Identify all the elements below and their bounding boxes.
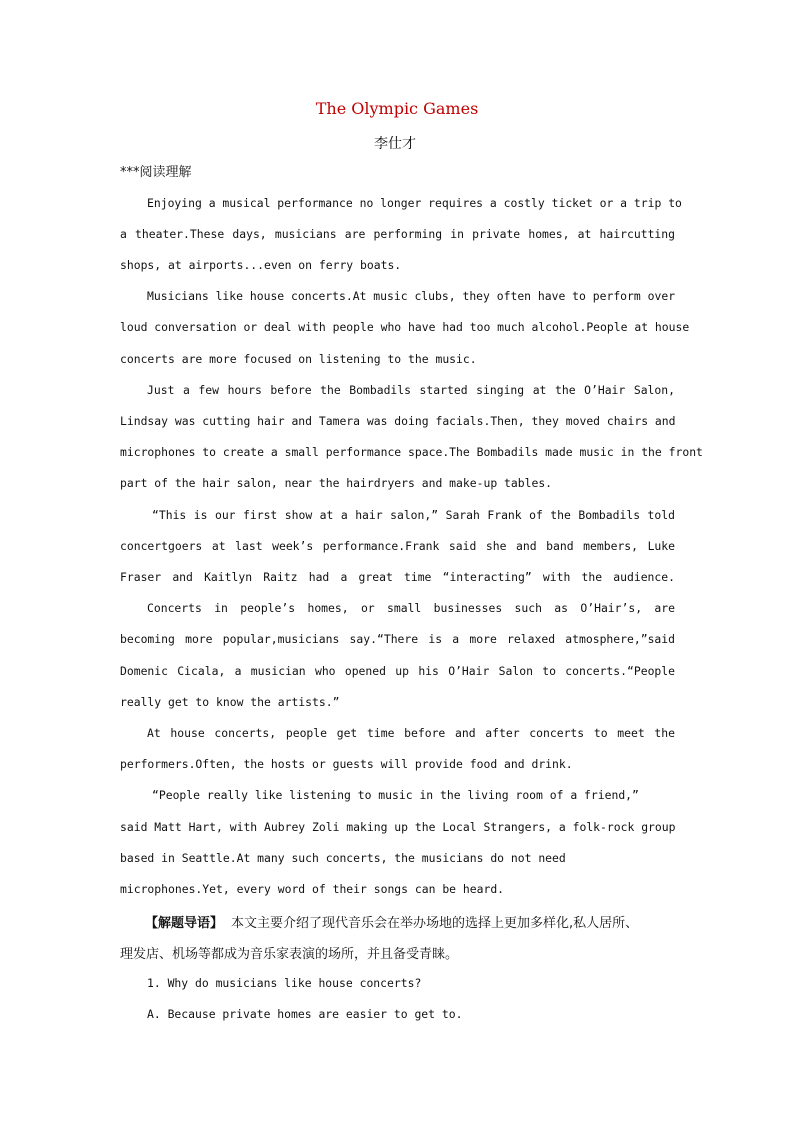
solution-guide [145,912,685,931]
author-name: 李仕才 [374,136,416,152]
passage-line: really get to know the artists.” [120,695,340,709]
passage-line: part of the hair salon, near the hairdryers and make-up tables. [120,476,553,490]
passage-line: Enjoying a musical performance no longer requires a costly ticket or a trip to [147,196,682,210]
passage-line: performers.Often, the hosts or guests will provide food and drink. [120,757,573,771]
solution-guide-continuation: 理发店、机场等都成为音乐家表演的场所，并且备受青睐。 [120,947,459,962]
passage-line: Just a few hours before the Bombadils started singing at the O’Hair Salon, [147,383,675,397]
question-stem: 1. Why do musicians like house concerts? [147,976,422,990]
passage-line: shops, at airports...even on ferry boats. [120,258,402,272]
passage-line: Domenic Cicala, a musician who opened up his O’Hair Salon to concerts.“People [120,664,675,678]
passage-line: Fraser and Kaitlyn Raitz had a great time “interacting” with the audience. [120,570,675,584]
passage-line: microphones to create a small performance space.The Bombadils made music in the front [120,445,703,459]
passage-line: Lindsay was cutting hair and Tamera was doing facials.Then, they moved chairs and [120,414,676,428]
document-title: The Olympic Games [315,99,479,118]
passage-line: a theater.These days, musicians are performing in private homes, at haircutting [120,227,675,241]
passage-line: becoming more popular,musicians say.“There is a more relaxed atmosphere,”said [120,632,675,646]
solution-guide-tag: 【解题导语】 [145,916,224,931]
solution-guide-text: 本文主要介绍了现代音乐会在举办场地的选择上更加多样化,私人居所、 [231,916,639,931]
passage-line: concertgoers at last week’s performance.Frank said she and band members, Luke [120,539,675,553]
passage-line: “People really like listening to music in the living room of a friend,” [152,788,639,802]
section-label: ***阅读理解 [120,165,192,180]
passage-line: based in Seattle.At many such concerts, the musicians do not need [120,851,566,865]
passage-line: At house concerts, people get time before and after concerts to meet the [147,726,675,740]
passage-line: microphones.Yet, every word of their songs can be heard. [120,882,505,896]
answer-option-a: A. Because private homes are easier to get to. [147,1007,463,1021]
passage-line: loud conversation or deal with people who have had too much alcohol.People at house [120,320,690,334]
passage-line: Musicians like house concerts.At music clubs, they often have to perform over [147,289,676,303]
passage-line: said Matt Hart, with Aubrey Zoli making up the Local Strangers, a folk-rock group [120,820,676,834]
passage-line: concerts are more focused on listening to the music. [120,352,477,366]
passage-line: Concerts in people’s homes, or small businesses such as O’Hair’s, are [147,601,675,615]
passage-line: “This is our first show at a hair salon,” Sarah Frank of the Bombadils told [152,508,675,522]
